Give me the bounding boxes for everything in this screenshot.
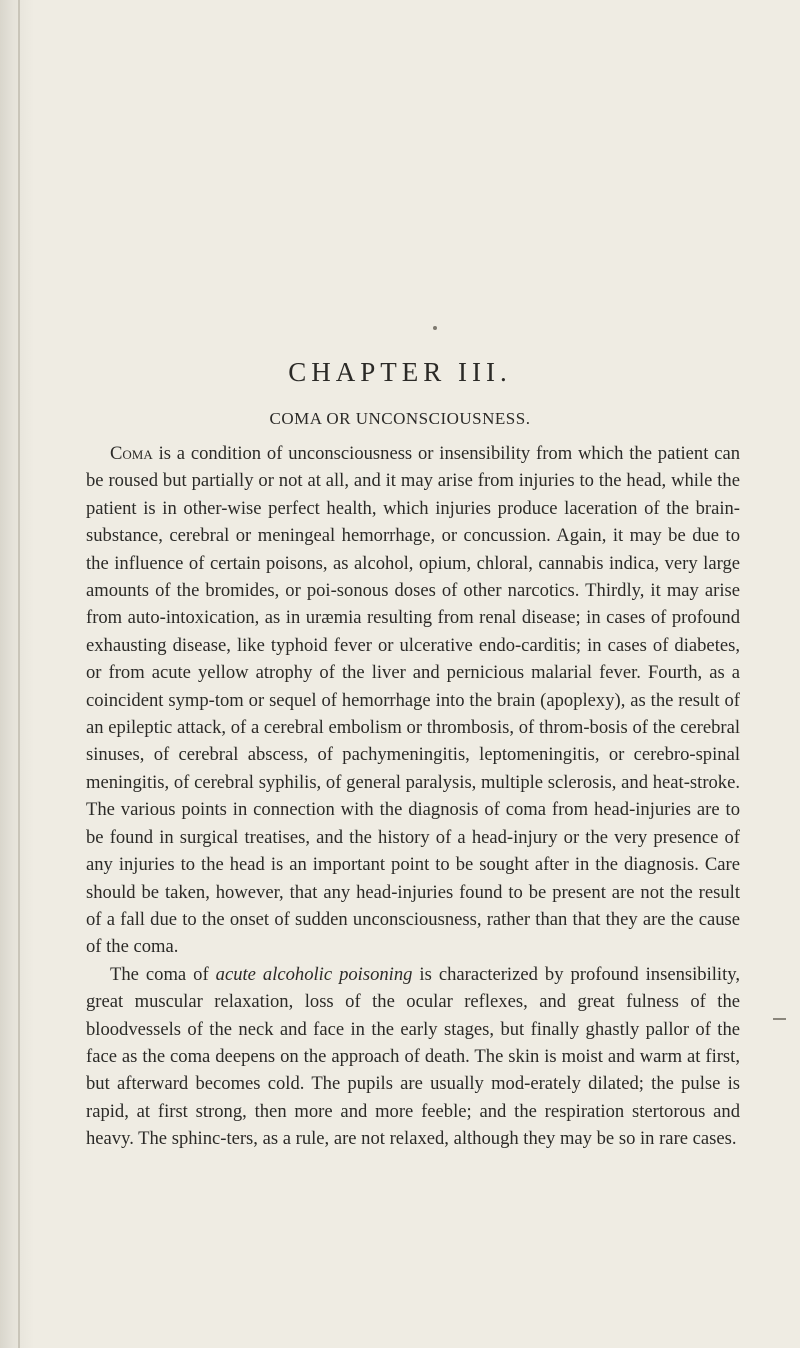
- ink-speck: [433, 326, 437, 330]
- paragraph-2-text-rest: is characterized by profound insensibility, great muscular relaxation, loss of the ocular reflexes, and great fulness of the bloodvessels of the neck and face in the early stages, but finally ghastly pallor of the face as the coma deepens on the approach of death. The skin is moist and warm at first, but afterward becomes cold. The pupils are usually mod-erately dilated; the pulse is rapid, at first strong, then more and more feeble; and the respiration stertorous and heavy. The sphinc-ters, as a rule, are not relaxed, although they may be so in rare cases.: [86, 963, 740, 1150]
- chapter-subheading: COMA OR UNCONSCIOUSNESS.: [269, 409, 531, 428]
- body-text: [86, 440, 740, 1153]
- paragraph-2: [86, 961, 740, 1153]
- chapter-heading: CHAPTER III.: [288, 357, 512, 387]
- paragraph-1-text: is a condition of unconsciousness or insensibility from which the patient can be roused but partially or not at all, and it may arise from injuries to the head, while the patient is in other-wise perfect health, which injuries produce laceration of the brain-substance, cerebral or meningeal hemorrhage, or concussion. Again, it may be due to the influence of certain poisons, as alcohol, opium, chloral, cannabis indica, very large amounts of the bromides, or poi-sonous doses of other narcotics. Thirdly, it may arise from auto-intoxication, as in uræmia resulting from renal disease; in cases of profound exhausting disease, like typhoid fever or ulcerative endo-carditis; in cases of diabetes, or from acute yellow atrophy of the liver and pernicious malarial fever. Fourth, as a coincident symp-tom or sequel of hemorrhage into the brain (apoplexy), as the result of an epileptic attack, of a cerebral embolism or thrombosis, of throm-bosis of the cerebral sinuses, of cerebral abscess, of pachymeningitis, leptomeningitis, or cerebro-spinal meningitis, of cerebral syphilis, of general paralysis, multiple sclerosis, and heat-stroke. The various points in connection with the diagnosis of coma from head-injuries are to be found in surgical treatises, and the history of a head-injury or the very presence of any injuries to the head is an important point to be sought after in the diagnosis. Care should be taken, however, that any head-injuries found to be present are not the result of a fall due to the onset of sudden unconsciousness, rather than that they are the cause of the coma.: [86, 443, 740, 958]
- page-gutter-shadow: [0, 0, 34, 1348]
- margin-mark: [773, 1018, 786, 1020]
- paragraph-1: [86, 440, 740, 961]
- binding-edge: [18, 0, 20, 1348]
- paragraph-lead-word: Coma: [110, 443, 153, 464]
- paragraph-2-italic-term: acute alcoholic poisoning: [215, 963, 413, 985]
- paragraph-2-text-start: The coma of: [110, 963, 216, 985]
